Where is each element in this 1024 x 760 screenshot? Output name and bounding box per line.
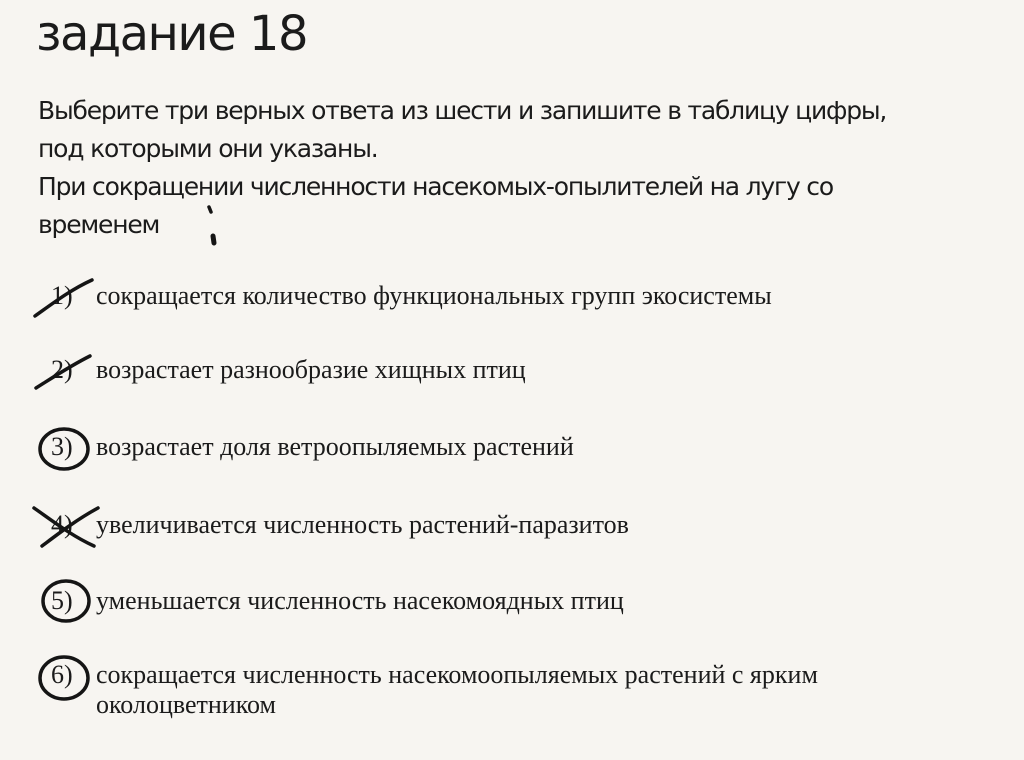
instruction-line-1: Выберите три верных ответа из шести и запишите в таблицу цифры, <box>38 96 887 125</box>
answer-option-3 <box>38 432 976 462</box>
answer-option-number: 5) <box>51 586 73 615</box>
task-title: задание 18 <box>36 6 307 62</box>
instruction-line-4: временем <box>38 210 160 239</box>
answer-option-4 <box>38 510 976 540</box>
answer-option-text: увеличивается численность растений-паразитов <box>96 510 629 539</box>
answer-option-number: 6) <box>51 660 73 689</box>
answer-option-2 <box>38 355 976 385</box>
instruction-line-3: При сокращении численности насекомых-опылителей на лугу со <box>38 172 833 201</box>
answer-option-number: 1) <box>51 281 73 310</box>
task-instructions <box>38 92 1008 244</box>
answer-option-5 <box>38 586 976 616</box>
answer-option-number: 4) <box>51 510 73 539</box>
answer-option-6 <box>38 660 976 720</box>
answer-option-1 <box>38 281 976 311</box>
answer-option-text: сокращается численность насекомоопыляемых растений с ярким околоцветником <box>96 660 818 719</box>
answer-option-text: уменьшается численность насекомоядных птиц <box>96 586 624 615</box>
answer-option-number: 2) <box>51 355 73 384</box>
answer-option-text: возрастает доля ветроопыляемых растений <box>96 432 574 461</box>
answer-option-number: 3) <box>51 432 73 461</box>
answer-option-text: сокращается количество функциональных групп экосистемы <box>96 281 772 310</box>
instruction-line-2: под которыми они указаны. <box>38 134 378 163</box>
answer-option-text: возрастает разнообразие хищных птиц <box>96 355 526 384</box>
